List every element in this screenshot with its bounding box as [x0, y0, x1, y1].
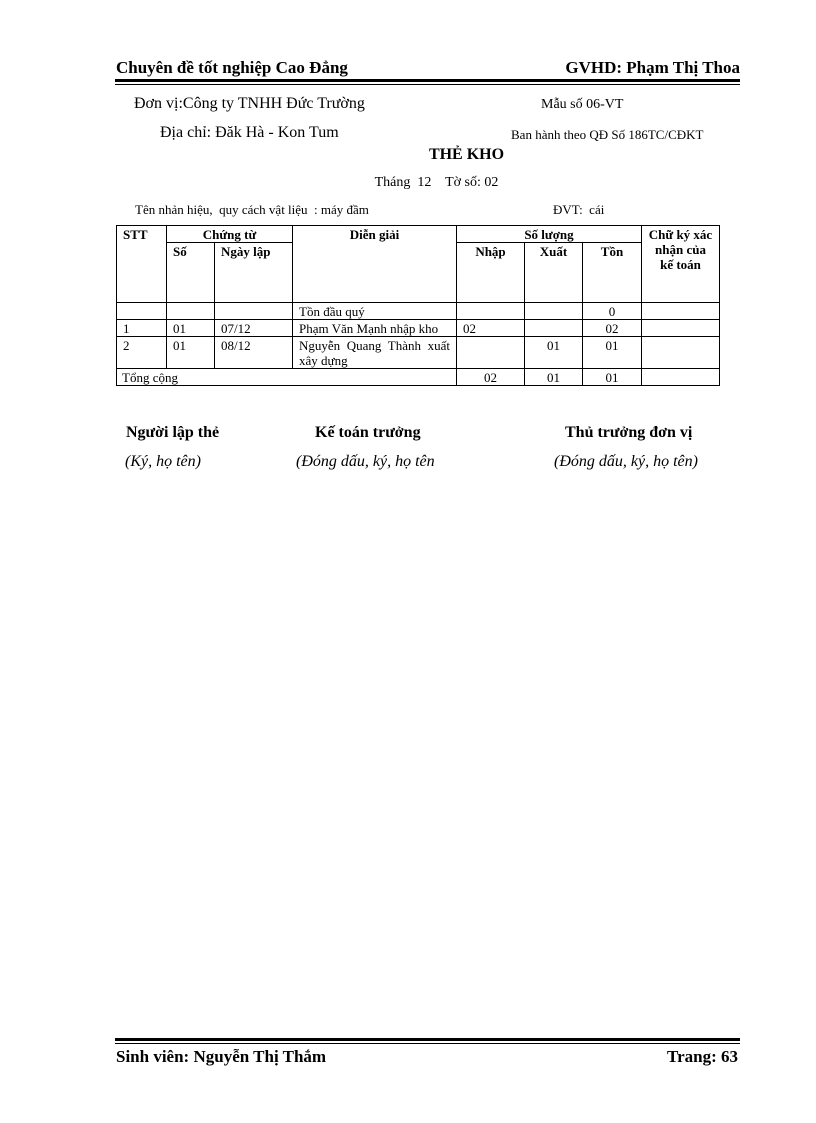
table-header-row [117, 226, 720, 243]
maker-note: (Ký, họ tên) [125, 453, 201, 470]
cell-no: 01 [167, 320, 215, 337]
cell-desc: Phạm Văn Mạnh nhập kho [293, 320, 457, 337]
footer-page: Trang: 63 [667, 1047, 738, 1066]
header-rule-thin [115, 84, 740, 85]
cell-import [457, 337, 525, 369]
cell-stt: 2 [117, 337, 167, 369]
cell-stock: 0 [583, 303, 642, 320]
cell-stt: 1 [117, 320, 167, 337]
form-number: Mẫu số 06-VT [541, 97, 624, 112]
cell-date: 08/12 [215, 337, 293, 369]
header-left: Chuyên đề tốt nghiệp Cao Đẳng [116, 58, 348, 77]
chief-note: (Đóng dấu, ký, họ tên [296, 453, 435, 470]
header-rule-thick [115, 79, 740, 82]
item-unit: ĐVT: cái [553, 202, 605, 217]
col-export: Xuất [525, 243, 583, 303]
table-row [117, 303, 720, 320]
cell-stock: 01 [583, 337, 642, 369]
footer-student: Sinh viên: Nguyễn Thị Thắm [116, 1047, 327, 1066]
col-voucher-no: Số [167, 243, 215, 303]
table-row [117, 337, 720, 369]
col-description: Diễn giải [293, 226, 457, 303]
cell-stt [117, 303, 167, 320]
total-stock: 01 [583, 369, 642, 386]
issued-decision: Ban hành theo QĐ Số 186TC/CĐKT [511, 127, 704, 142]
cell-sign [642, 320, 720, 337]
col-import: Nhập [457, 243, 525, 303]
month-sheet: Tháng 12 Tờ số: 02 [374, 175, 499, 190]
table-row [117, 320, 720, 337]
chief-accountant-title: Kế toán trưởng [315, 424, 421, 441]
total-sign [642, 369, 720, 386]
cell-desc: Tồn đầu quý [293, 303, 457, 320]
maker-title: Người lập thẻ [126, 424, 220, 441]
document-title: THẺ KHO [428, 146, 505, 163]
table-total-row [117, 369, 720, 386]
col-voucher: Chứng từ [167, 226, 293, 243]
director-title: Thủ trưởng đơn vị [565, 424, 693, 441]
cell-stock: 02 [583, 320, 642, 337]
cell-date: 07/12 [215, 320, 293, 337]
company-address: Địa chỉ: Đăk Hà - Kon Tum [160, 124, 339, 141]
cell-date [215, 303, 293, 320]
company-unit: Đơn vị:Công ty TNHH Đức Trường [134, 95, 365, 112]
header-right: GVHD: Phạm Thị Thoa [565, 58, 740, 77]
cell-export [525, 320, 583, 337]
stock-card-table [116, 225, 720, 386]
cell-export [525, 303, 583, 320]
total-import: 02 [457, 369, 525, 386]
total-label: Tổng cộng [117, 369, 457, 386]
cell-no: 01 [167, 337, 215, 369]
cell-export: 01 [525, 337, 583, 369]
col-signature: Chữ ký xác nhận của kế toán [642, 226, 720, 303]
total-export: 01 [525, 369, 583, 386]
col-quantity: Số lượng [457, 226, 642, 243]
cell-desc: Nguyễn Quang Thành xuất xây dựng [293, 337, 457, 369]
cell-sign [642, 303, 720, 320]
col-stt: STT [117, 226, 167, 303]
item-name: Tên nhản hiệu, quy cách vật liệu : máy đầm [135, 202, 369, 217]
footer-rule-thin [115, 1043, 740, 1044]
col-voucher-date: Ngày lập [215, 243, 293, 303]
director-note: (Đóng dấu, ký, họ tên) [554, 453, 698, 470]
footer-rule-thick [115, 1038, 740, 1041]
cell-import: 02 [457, 320, 525, 337]
cell-import [457, 303, 525, 320]
col-stock: Tồn [583, 243, 642, 303]
cell-sign [642, 337, 720, 369]
cell-no [167, 303, 215, 320]
